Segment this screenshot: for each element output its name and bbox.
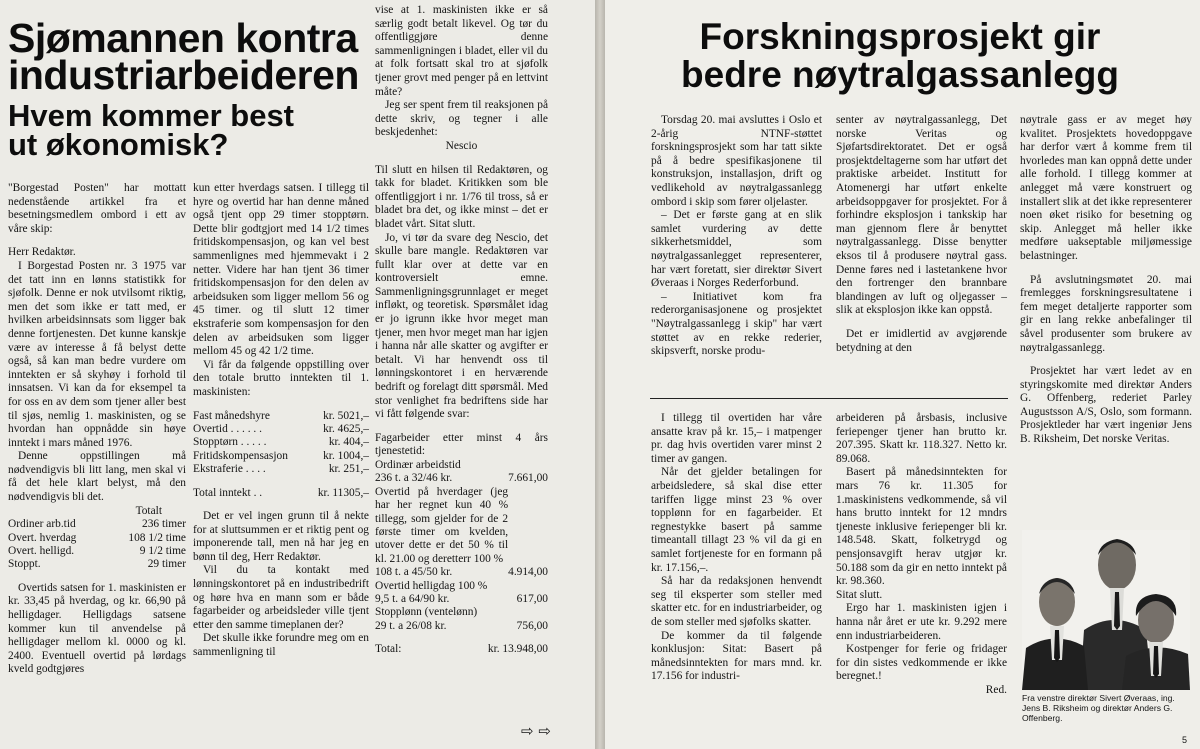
table-row: [375, 486, 548, 566]
row-label: 236 t. a 32/46 kr.: [375, 472, 453, 485]
row-value: kr. 4625,–: [323, 422, 369, 435]
income-total: [193, 487, 369, 500]
headline-line-2: bedre nøytralgassanlegg: [681, 54, 1119, 95]
row-value: 9 1/2 time: [139, 545, 186, 558]
row-value: [508, 580, 548, 593]
headline-line-2: industriarbeideren: [8, 52, 359, 98]
row-value: 236 timer: [142, 518, 186, 531]
table-row: [8, 545, 186, 558]
lower-column-2: [836, 412, 1007, 697]
paragraph: Det er imidlertid av avgjørende betydning at den: [836, 327, 1007, 354]
row-label: Stopplønn (ventelønn): [375, 606, 478, 619]
table-row: [193, 450, 369, 463]
table-row: [375, 606, 548, 619]
paragraph: De kommer da til følgende konklusjon: Sitat: Basert på månedsinntekten for mars mnd. kr. 17.156 for industri-: [651, 629, 822, 683]
hours-table: [8, 518, 186, 572]
left-column-1: [8, 182, 186, 677]
paragraph: Det skulle ikke forundre meg om en sammenligning til: [193, 632, 369, 658]
table-row: [8, 532, 186, 545]
paragraph: Prosjektet har vært ledet av en styringskomite med direktør Anders G. Offenberg, rederiet Parley Augustsson A/S, Oslo, som formann. Prosjektleder har vært ingeniør Jens B. Riksheim, Det norske Veritas.: [1020, 365, 1192, 446]
row-label: 108 t. a 45/50 kr.: [375, 566, 453, 579]
paragraph: Overtids satsen for 1. maskinisten er kr. 33,45 på hverdag, og kr. 66,90 på helligdager. Helligdags satsene kommer kun til anvendelse på helligdager mellom kl. 0000 og kl. 2400. Eventuell overtid på lørdags kveld godtgjøres: [8, 581, 186, 676]
table-row: [8, 518, 186, 531]
table-row: [375, 566, 548, 579]
right-column-3: [1020, 114, 1192, 447]
right-column-2: [836, 114, 1007, 355]
row-label: Overtid på hverdager (jeg har her regnet kun 40 % tillegg, som gjelder for de 2 første timer om kvelden, utover dette er det 50 % til kl. 21.00 og deretterr 100 %: [375, 485, 509, 565]
table-header: Totalt: [135, 504, 162, 517]
row-label: Ordinær arbeidstid: [375, 459, 461, 471]
paragraph: – Det er første gang at en slik samlet vurdering av dette sikkerhetsmiddel, som nøytralgassanlegget representerer, har vært foretatt, sier direktør Sivert Øveraas i Norges Rederforbund.: [651, 209, 822, 290]
row-label: Ordiner arb.tid: [8, 518, 76, 531]
total-value: kr. 11305,–: [317, 486, 369, 499]
continue-arrows-icon: ⇨ ⇨: [521, 722, 551, 740]
signature: Nescio: [445, 139, 478, 152]
table-row: [375, 459, 548, 472]
page-gutter: [595, 0, 605, 749]
row-value: kr. 1004,–: [323, 449, 369, 462]
left-headline: [8, 15, 359, 98]
paragraph: Denne oppstillingen må nødvendigvis bli litt lang, men skal vi få det hele klart belyst, må den nødvendigvis bli det.: [8, 450, 186, 504]
paragraph: nøytrale gass er av meget høy kvalitet. Prosjektets hovedoppgave har derfor vært å komme frem til hvorledes man kan oppnå dette under alle forhold. I tillegg kommer at anlegget må være konstruert og installert slik at det ikke representerer noen øket risiko for besetning og skip. Anlegget må heller ikke medføre uakseptable miljømessige belastninger.: [1020, 114, 1192, 262]
table-row: [193, 410, 369, 423]
total-value: kr. 13.948,00: [487, 643, 548, 656]
row-label: Ekstraferie . . . .: [193, 463, 266, 476]
paragraph: Jo, vi tør da svare deg Nescio, det skulle bare mangle. Redaktøren var fullt klar over at dette var en kontroversielt emne. Sammenligningsgrunnlaget er meget infløkt, og teoretisk. Spørsmålet idag er jo igrunn ikke hvor meget man tjener, men hvor meget man har igjen i hanna når alle skatter og avgifter er betalt. Vi har henvendt oss til lønningskontoret i en herværende bedrift og forelagt ditt spørsmål. Med stor venlighet fra bedriftens side har vi fått følgende svar:: [375, 231, 548, 421]
wage-total: [375, 643, 548, 656]
left-column-2: [193, 182, 369, 659]
left-subhead: [8, 98, 295, 162]
table-row: [375, 580, 548, 593]
paragraph: Så har da redaksjonen henvendt seg til eksperter som steller med skatter etc. for en industriarbeider, og de som steller med sjøfolks skatter.: [651, 575, 822, 628]
paragraph: På avslutningsmøtet 20. mai fremlegges forskningsresultatene i fem meget detaljerte rapporter som gir en lang rekke anbefalinger til såvel produsenter som brukere av nøytralgassanlegg.: [1020, 273, 1192, 354]
section-divider: [650, 398, 1008, 399]
paragraph: Vil du ta kontakt med lønningskontoret på en industribedrift og høre hva en mann som er både fagarbeider og arbeidsleder ville tjent etter den samme timeplanen der?: [193, 564, 369, 631]
table-row: [8, 558, 186, 571]
row-value: 617,00: [516, 593, 548, 606]
table-row: [375, 472, 548, 485]
row-value: 29 timer: [147, 558, 186, 571]
total-label: Total inntekt . .: [193, 486, 263, 499]
row-value: kr. 251,–: [328, 463, 369, 476]
paragraph: Når det gjelder betalingen for arbeidsledere, så skal dise etter tariffen ligge minst 23 % over topplønn for en fagarbeider. Et regnestykke basert på samme timeantall tillagt 23 % vil da gi en samlet fortjeneste for en formann på kr. 17.156,–.: [651, 466, 822, 574]
row-label: Stoppt.: [8, 558, 41, 571]
headline-line-1: Sjømannen kontra: [8, 15, 358, 61]
row-value: kr. 5021,–: [323, 409, 369, 422]
paragraph: Sitat slutt.: [836, 588, 883, 601]
paragraph: I tillegg til overtiden har våre ansatte krav på kr. 15,– i matpenger pr. dag hvis overtiden varer minst 2 timer av gangen.: [651, 412, 822, 465]
paragraph: Ergo har 1. maskinisten igjen i hanna når året er ute kr. 9.292 mere enn industriarbeideren.: [836, 602, 1007, 642]
paragraph: vise at 1. maskinisten ikke er så særlig godt betalt likevel. Og tør du offentliggjøre denne sammenligningen i bladet, eller vil du at folk fortsatt skal tro at sjøfolk tjener grovt med penger på en lettvint måte?: [375, 4, 548, 98]
income-table: [193, 410, 369, 477]
portrait-photo: [1022, 530, 1190, 690]
photo-caption: Fra venstre direktør Sivert Øveraas, ing. Jens B. Riksheim og direktør Anders G. Offenberg.: [1022, 693, 1175, 724]
paragraph: Fagarbeider etter minst 4 års tjenestetid:: [375, 431, 548, 458]
row-label: Fritidskompensasjon: [193, 449, 288, 462]
paragraph: senter av nøytralgassanlegg, Det norske Veritas og Sjøfartsdirektoratet. Det er også prosjektdeltagerne som har utført det praktiske arbeidet. Institutt for Atomenergi har utført enkelte arbeidsoppgaver for prosjektet. For å forhindre eksplosjon i tankskip har man gjennom flere år benyttet nøytralgassanlegg. Disse benytter eksos til å produsere nøytral gass. Denne føres ned i lastetankene hvor den fortrenger den brannbare blandingen av luft og oljegasser – slik at eksplosjon ikke kan oppstå.: [836, 114, 1007, 317]
paragraph: kun etter hverdags satsen. I tillegg til hyre og overtid har han denne måned også tjent opp 29 timer stopptørn. Dette blir godtgjort med 14 1/2 times fritidskompensasjon, og kan vel best sammenlignes med hjemmevakt i 2 netter. Videre har han tjent 36 timer fritidskompensasjon for den delen av arbeidsuken som ligger mellom 56 og 45 timer. og til slutt 12 timer ekstraferie som kompensasjon for den delen av arbeidsuken som ligger mellom 45 og 42 1/2 time.: [193, 182, 369, 358]
table-row: [375, 620, 548, 633]
salutation: Herr Redaktør.: [8, 246, 76, 259]
left-page: [0, 0, 595, 749]
subhead-line-1: Hvem kommer best: [8, 98, 295, 133]
paragraph: Jeg ser spent frem til reaksjonen på dette skriv, og tegner i alle beskjedenhet:: [375, 99, 548, 139]
page-number: 5: [1182, 735, 1188, 745]
row-value: 4.914,00: [508, 566, 548, 579]
wage-table: [375, 459, 548, 633]
paragraph: arbeideren på årsbasis, inclusive feriepenger tjener han brutto kr. 207.395. Skatt kr. 118.327. Netto kr. 89.068.: [836, 412, 1007, 465]
row-value: kr. 404,–: [328, 436, 369, 449]
paragraph: Det er vel ingen grunn til å nekte for at sluttsummen er et riktig pent og imponerende tall, men nå har jeg en bønn til deg, Herr Redaktør.: [193, 509, 369, 563]
left-column-3: [375, 4, 548, 657]
row-label: Stopptørn . . . . .: [193, 436, 267, 449]
subhead-line-2: ut økonomisk?: [8, 127, 229, 162]
right-headline: [620, 18, 1180, 94]
table-row: [193, 487, 369, 500]
row-value: [508, 459, 548, 472]
three-men-portrait-image: [1022, 530, 1190, 690]
intro-paragraph: "Borgestad Posten" har mottatt nedenstående artikkel fra et besetningsmedlem ombord i ett av våre skip:: [8, 182, 186, 235]
row-label: 29 t. a 26/08 kr.: [375, 619, 447, 632]
table-row: [375, 643, 548, 656]
row-label: Fast månedshyre: [193, 409, 270, 422]
row-label: Overt. hverdag: [8, 531, 77, 544]
paragraph: Til slutt en hilsen til Redaktøren, og takk for bladet. Kritikken som ble offentliggjort i nr. 1/76 til tross, så er bladet bra det, og ikke minst – det er bladet vårt. Sitat slutt.: [375, 163, 548, 230]
row-value: 756,00: [516, 619, 548, 632]
table-row: [193, 423, 369, 436]
paragraph: – Initiativet kom fra rederorganisasjonene og prosjektet "Nøytralgassanlegg i skip" har vært støttet av en rekke rederier, skipsverft, norske produ-: [651, 290, 822, 358]
right-column-1: [651, 114, 822, 359]
row-label: Overtid . . . . . .: [193, 422, 262, 435]
row-label: Overt. helligd.: [8, 545, 75, 558]
table-row: [193, 463, 369, 476]
lower-column-1: [651, 412, 822, 684]
row-label: 9,5 t. a 64/90 kr.: [375, 593, 450, 606]
row-value: 108 1/2 time: [128, 531, 186, 544]
paragraph: Kostpenger for ferie og fridager for din sistes vedkommende er ikke beregnet.!: [836, 643, 1007, 683]
paragraph: Vi får da følgende oppstilling over den totale brutto inntekten til 1. maskinisten:: [193, 358, 369, 398]
paragraph: Torsdag 20. mai avsluttes i Oslo et 2-årig NTNF-støttet forskningsprosjekt som har tatt sikte på å bedre spesifikasjonene til konstruksjon, installasjon, drift og vedlikehold av nøytralgassanlegg ombord i skip som fører oljelaster.: [651, 114, 822, 208]
table-row: [375, 593, 548, 606]
paragraph: I Borgestad Posten nr. 3 1975 var det tatt inn en lønns statistikk for sjøfolk. Denne er nok utvilsomt riktig, men det som ikke er tatt med, er hvilken arbeidsinnsats som ligger bak denne fortjenesten. Det kunne kanskje være av interesse å få belyst dette også, så kan man bedre vurdere om inntekten er så skyhøy i forhold til innsatsen. Vi kan da for eksempel ta for oss en av dem som tjener aller best til sjøs, nemlig 1. maskinisten, og se hvordan han oppnådde sin høye inntekt i mars måned 1976.: [8, 259, 186, 449]
row-value: [508, 606, 548, 619]
headline-line-1: Forskningsprosjekt gir: [699, 16, 1101, 57]
row-value: [508, 486, 548, 566]
row-label: Overtid helligdag 100 %: [375, 579, 488, 592]
row-value: 7.661,00: [508, 472, 548, 485]
paragraph: Basert på månedsinntekten for mars 76 kr. 11.305 for 1.maskinistens vedkommende, så vil hans brutto inntekt for 12 mndrs tjeneste inklusive feriepenger bli kr. 148.548. Skatt, folketrygd og pensjonsavgift herav utgjør kr. 50.188 som da gir en netto inntekt på kr. 98.360.: [836, 466, 1007, 588]
signature: Red.: [985, 683, 1007, 696]
total-label: Total:: [375, 643, 402, 656]
table-row: [193, 436, 369, 449]
